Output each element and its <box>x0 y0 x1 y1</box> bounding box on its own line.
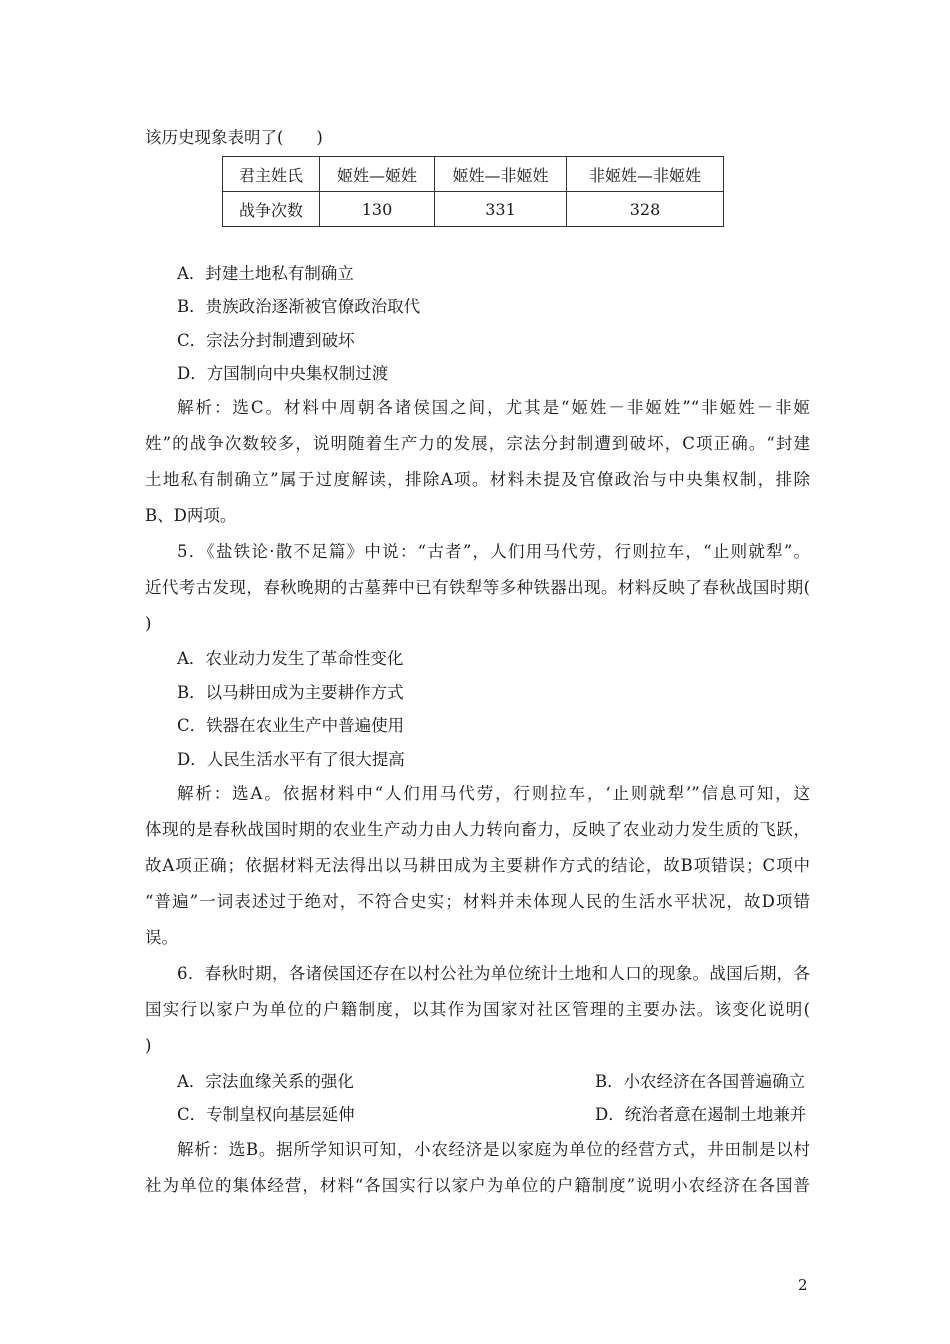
analysis-line: 解析：选A。依据材料中“人们用马代劳，行则拉车，‘止则就犁’”信息可知，这 <box>177 784 810 803</box>
table-header-cell: 君主姓氏 <box>223 157 320 192</box>
option-a: A．宗法血缘关系的强化 <box>177 1072 354 1091</box>
analysis-line: 解析：选C。材料中周朝各诸侯国之间，尤其是“姬姓－非姬姓”“非姬姓－非姬 <box>177 398 810 417</box>
option-c: C．宗法分封制遭到破坏 <box>177 331 355 350</box>
table-row <box>223 192 724 227</box>
table-cell: 331 <box>435 192 567 227</box>
analysis-line: 故A项正确；依据材料无法得出以马耕田成为主要耕作方式的结论，故B项错误；C项中 <box>145 856 810 875</box>
analysis-line: 体现的是春秋战国时期的农业生产动力由人力转向畜力，反映了农业动力发生质的飞跃， <box>145 820 810 839</box>
option-a: A．农业动力发生了革命性变化 <box>177 649 404 668</box>
table-header-row <box>223 157 724 192</box>
option-d: D．人民生活水平有了很大提高 <box>177 750 405 769</box>
question-stem: 国实行以家户为单位的户籍制度，以其作为国家对社区管理的主要办法。该变化说明( <box>145 1000 810 1019</box>
table-cell: 328 <box>567 192 724 227</box>
analysis-line: 解析：选B。据所学知识可知，小农经济是以家庭为单位的经营方式，井田制是以村 <box>177 1140 810 1159</box>
analysis-line: “普遍”一词表述过于绝对，不符合史实；材料并未体现人民的生活水平状况，故D项错 <box>145 892 810 911</box>
analysis-line: 姓”的战争次数较多，说明随着生产力的发展，宗法分封制遭到破坏，C项正确。“封建 <box>145 434 810 453</box>
analysis-line: 社为单位的集体经营，材料“各国实行以家户为单位的户籍制度”说明小农经济在各国普 <box>145 1176 810 1195</box>
question-intro: 该历史现象表明了( ) <box>145 128 323 147</box>
table-cell: 130 <box>320 192 435 227</box>
analysis-line: B、D两项。 <box>145 506 237 525</box>
option-b: B．以马耕田成为主要耕作方式 <box>177 683 404 702</box>
question-stem: 6．春秋时期，各诸侯国还存在以村公社为单位统计土地和人口的现象。战国后期，各 <box>177 964 810 983</box>
page-number: 2 <box>798 1276 808 1294</box>
table-header-cell: 非姬姓—非姬姓 <box>567 157 724 192</box>
option-b: B．贵族政治逐渐被官僚政治取代 <box>177 297 421 316</box>
option-b: B．小农经济在各国普遍确立 <box>595 1072 806 1091</box>
analysis-line: 土地私有制确立”属于过度解读，排除A项。材料未提及官僚政治与中央集权制，排除 <box>145 470 810 489</box>
option-d: D．统治者意在遏制土地兼并 <box>595 1105 807 1124</box>
option-c: C．专制皇权向基层延伸 <box>177 1105 355 1124</box>
table-header-cell: 姬姓—姬姓 <box>320 157 435 192</box>
question-stem: 近代考古发现，春秋晚期的古墓葬中已有铁犁等多种铁器出现。材料反映了春秋战国时期( <box>145 578 810 597</box>
question-stem: ) <box>145 614 152 633</box>
option-d: D．方国制向中央集权制过渡 <box>177 364 389 383</box>
table-header-cell: 姬姓—非姬姓 <box>435 157 567 192</box>
question-stem: ) <box>145 1036 152 1055</box>
question-stem: 5．《盐铁论·散不足篇》中说：“古者”，人们用马代劳，行则拉车，“止则就犁”。 <box>177 542 810 561</box>
war-count-table <box>222 156 724 227</box>
option-c: C．铁器在农业生产中普遍使用 <box>177 716 405 735</box>
table-row-label: 战争次数 <box>223 192 320 227</box>
option-a: A．封建土地私有制确立 <box>177 264 354 283</box>
analysis-line: 误。 <box>145 928 178 947</box>
